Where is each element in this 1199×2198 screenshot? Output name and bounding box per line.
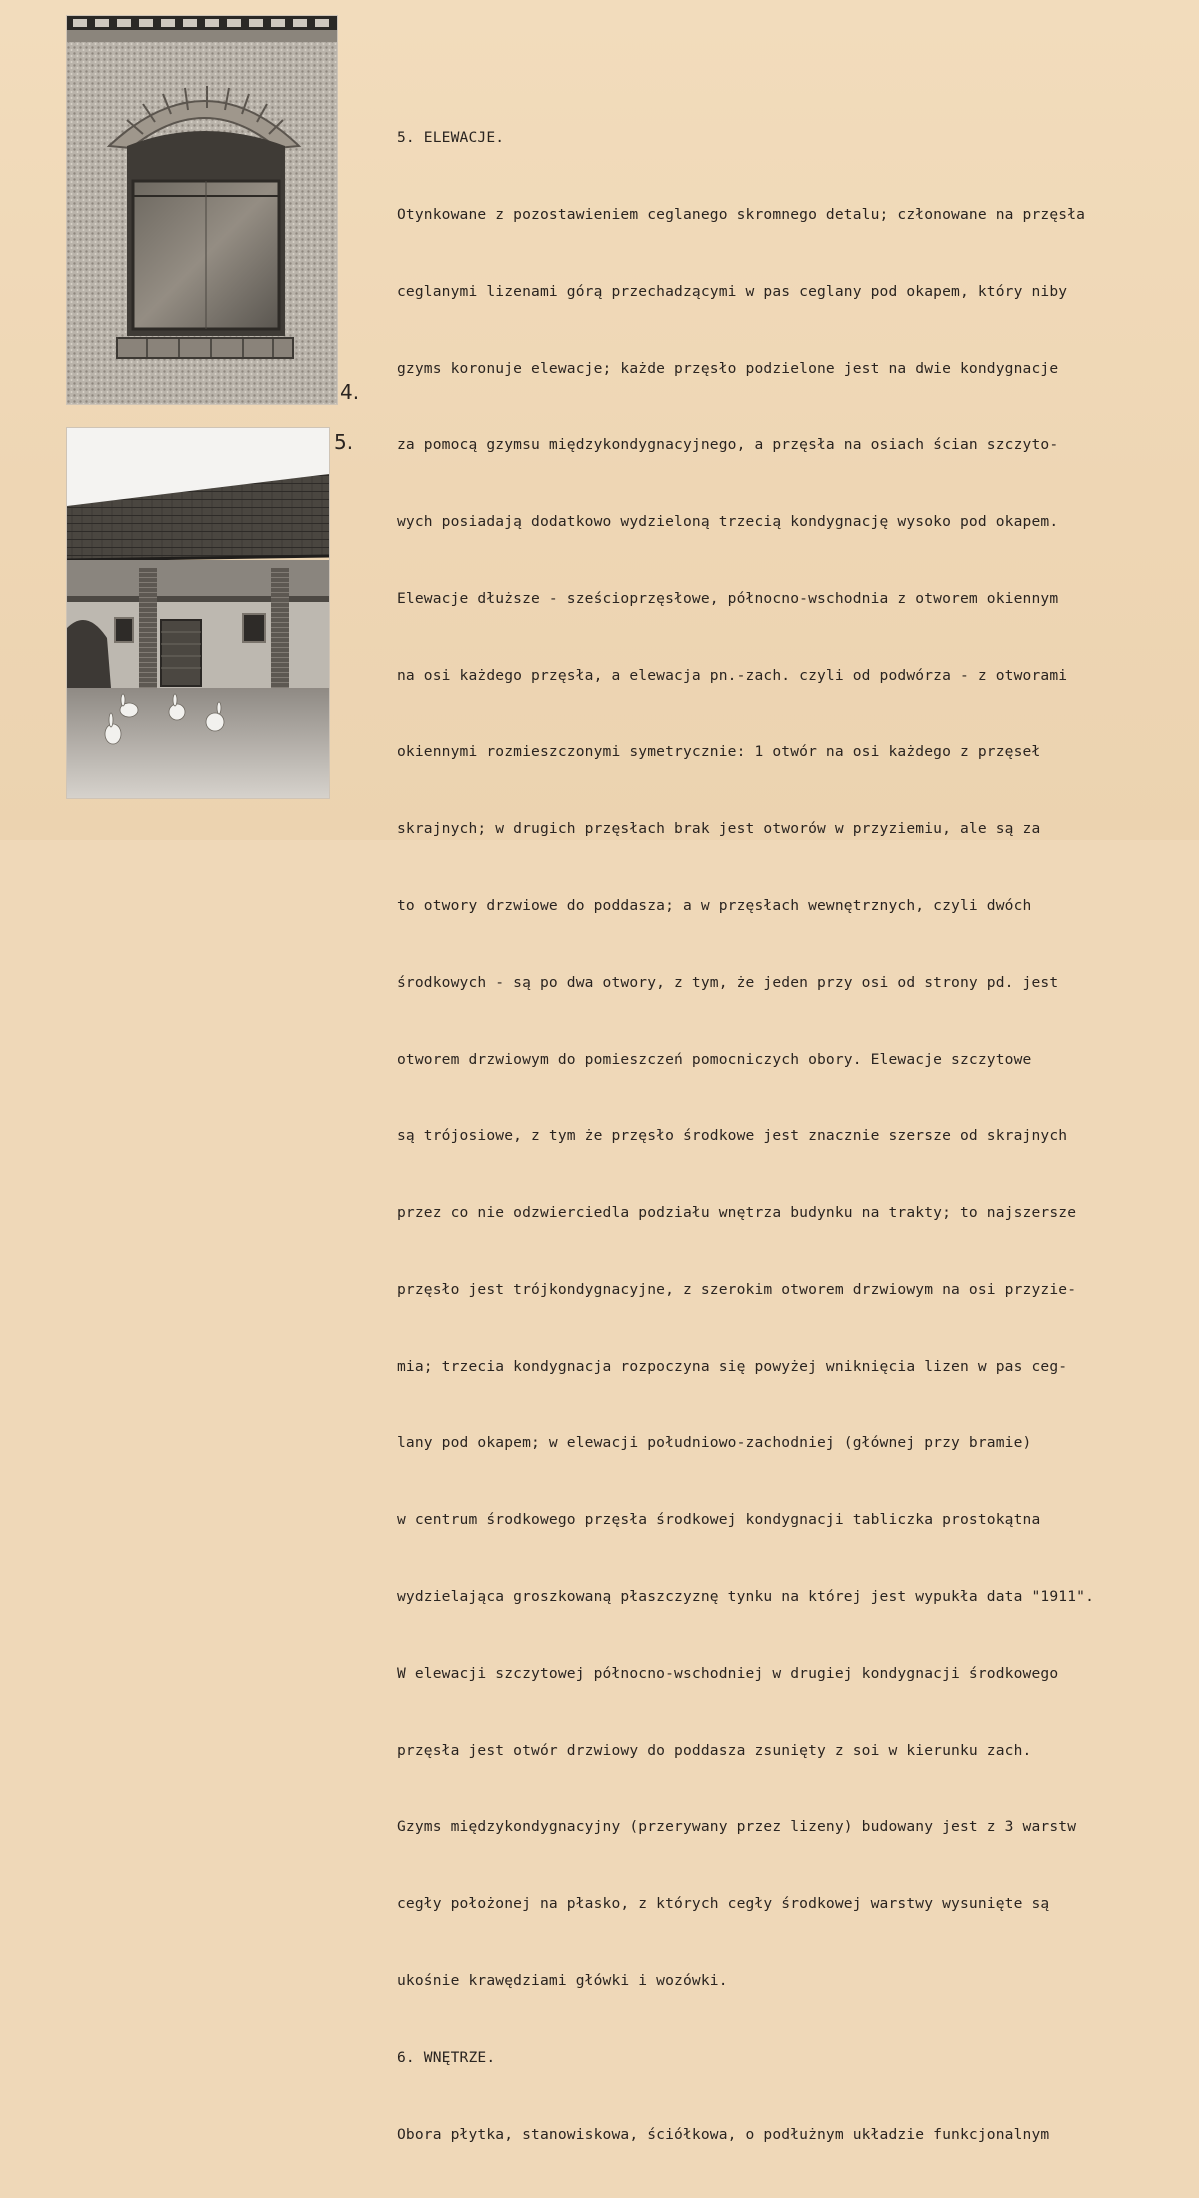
text-line: gzyms koronuje elewacje; każde przęsło podzielone jest na dwie kondygnacje xyxy=(397,359,1059,377)
text-line: lany pod okapem; w elewacji południowo-zachodniej (głównej przy bramie) xyxy=(397,1434,1032,1452)
text-line: na osi każdego przęsła, a elewacja pn.-zach. czyli od podwórza - z otworami xyxy=(397,666,1068,684)
section-heading-elewacje: 5. ELEWACJE. xyxy=(397,129,505,147)
text-line: Otynkowane z pozostawieniem ceglanego skromnego detalu; członowane na przęsła xyxy=(397,205,1086,223)
text-line: ukośnie krawędziami główki i wozówki. xyxy=(397,1971,728,1989)
photo-number-5: 5. xyxy=(334,430,354,454)
text-line: są trójosiowe, z tym że przęsło środkowe jest znacznie szersze od skrajnych xyxy=(397,1127,1068,1145)
text-line: okiennymi rozmieszczonymi symetrycznie: 1 otwór na osi każdego z przęseł xyxy=(397,743,1041,761)
barn-facade-image xyxy=(67,428,329,798)
text-line: mia; trzecia kondygnacja rozpoczyna się powyżej wniknięcia lizen w pas ceg- xyxy=(397,1357,1068,1375)
text-line: za pomocą gzymsu międzykondygnacyjnego, a przęsła na osiach ścian szczyto- xyxy=(397,436,1059,454)
text-line: ceglanymi lizenami górą przechadzącymi w pas ceglany pod okapem, który niby xyxy=(397,282,1068,300)
text-line: Obora płytka, stanowiskowa, ściółkowa, o podłużnym układzie funkcjonalnym xyxy=(397,2125,1050,2143)
photo-number-4: 4. xyxy=(340,380,360,404)
text-line: to otwory drzwiowe do poddasza; a w przęsłach wewnętrznych, czyli dwóch xyxy=(397,897,1032,914)
text-line: wydzielająca groszkowaną płaszczyznę tynku na której jest wypukła data "1911". xyxy=(397,1588,1095,1606)
text-line: W elewacji szczytowej północno-wschodniej w drugiej kondygnacji środkowego xyxy=(397,1664,1059,1682)
text-line: przęsła jest otwór drzwiowy do poddasza zsunięty z soi w kierunku zach. xyxy=(397,1741,1032,1759)
text-line: otworem drzwiowym do pomieszczeń pomocniczych obory. Elewacje szczytowe xyxy=(397,1050,1032,1068)
typed-text-block xyxy=(397,74,1177,2198)
text-line: przęsło jest trójkondygnacyjne, z szerokim otworem drzwiowym na osi przyzie- xyxy=(397,1280,1077,1298)
text-line: skrajnych; w drugich przęsłach brak jest otworów w przyziemiu, ale są za xyxy=(397,820,1041,838)
text-line: cegły położonej na płasko, z których cegły środkowej warstwy wysunięte są xyxy=(397,1895,1050,1913)
window-detail-image xyxy=(67,16,337,404)
text-line: Gzyms międzykondygnacyjny (przerywany przez lizeny) budowany jest z 3 warstw xyxy=(397,1818,1077,1836)
section-heading-wnetrze: 6. WNĘTRZE. xyxy=(397,2048,496,2066)
text-line: wych posiadają dodatkowo wydzieloną trzecią kondygnację wysoko pod okapem. xyxy=(397,513,1059,531)
text-line: środkowych - są po dwa otwory, z tym, że jeden przy osi od strony pd. jest xyxy=(397,973,1059,991)
text-line: Elewacje dłuższe - sześcioprzęsłowe, północno-wschodnia z otworem okiennym xyxy=(397,589,1059,607)
text-line: w centrum środkowego przęsła środkowej kondygnacji tabliczka prostokątna xyxy=(397,1511,1041,1529)
text-line: przez co nie odzwierciedla podziału wnętrza budynku na trakty; to najszersze xyxy=(397,1204,1077,1222)
photo-window-detail xyxy=(66,15,338,405)
photo-barn-facade xyxy=(66,427,330,799)
